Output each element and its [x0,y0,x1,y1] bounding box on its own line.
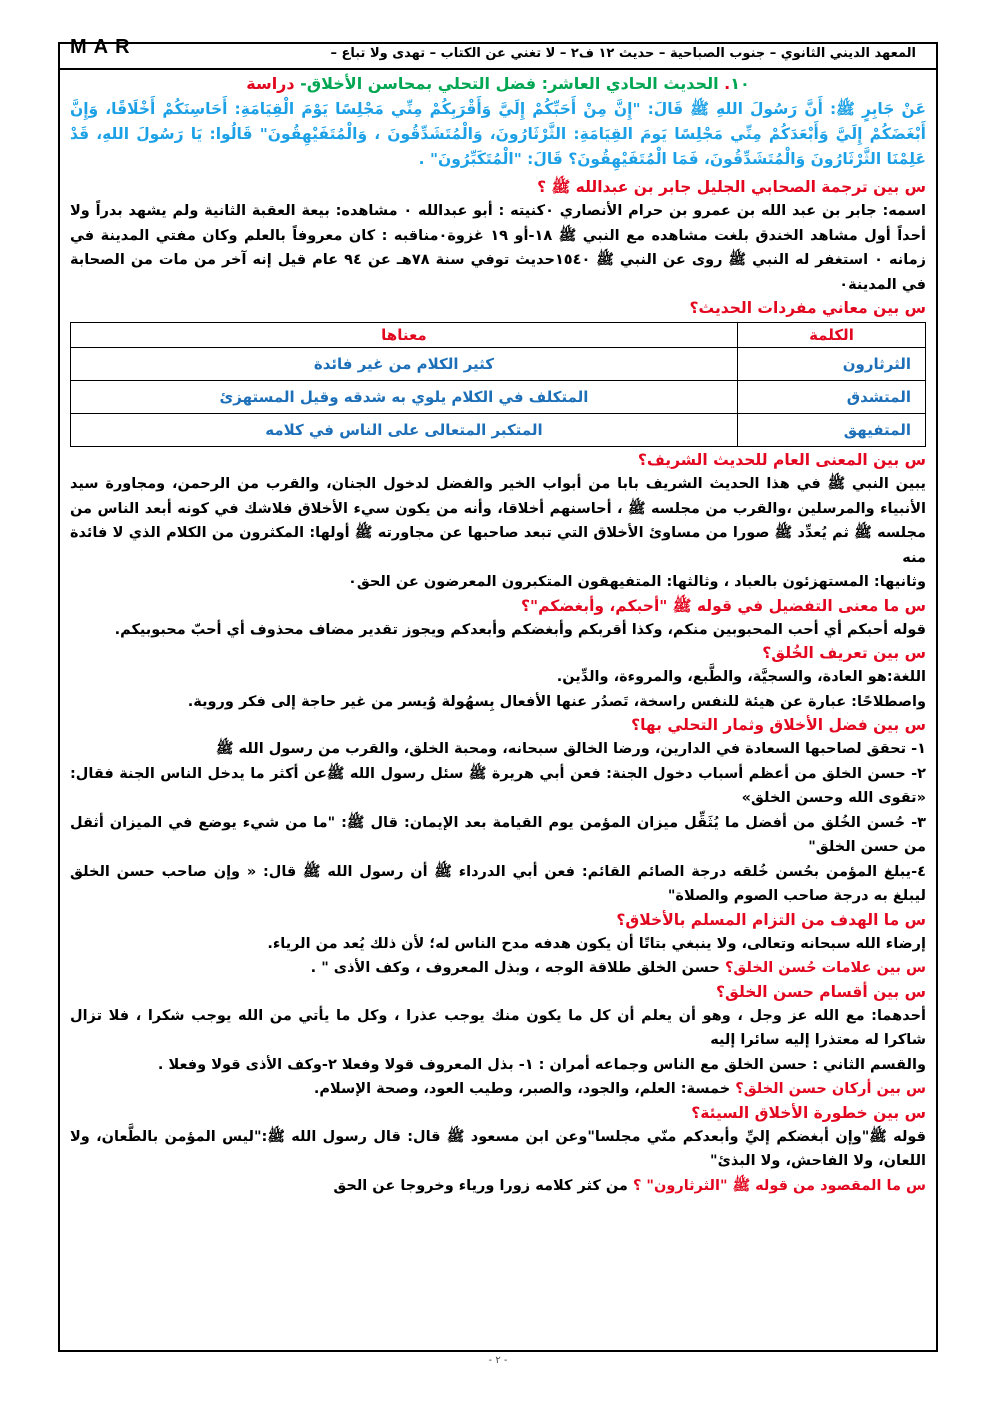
vocab-meaning: كثير الكلام من غير فائدة [71,348,738,381]
question-7: س ما الهدف من التزام المسلم بالأخلاق؟ [616,910,926,929]
vocab-word: المتشدق [737,381,925,414]
answer-6d: ٤-يبلغ المؤمن بحُسن خُلقه درجة الصائم القائم: فعن أبي الدرداء ﷺ أن رسول الله ﷺ قال: « وإن صاحب حسن الخلق ليبلغ به درجة صاحب الصوم والصلاة" [70,863,926,904]
answer-5a: اللغة:هو العادة، والسجيَّة، والطَّبع، والمروءة، والدِّين. [556,669,926,685]
answer-6b: ٢- حسن الخلق من أعظم أسباب دخول الجنة: فعن أبي هريرة ﷺ سئل رسول الله ﷺعن أكثر ما يدخل الناس الجنة فقال: «تقوى الله وحسن الخلق» [70,765,926,806]
answer-3a: يبين النبي ﷺ في هذا الحديث الشريف بابا من أبواب الخير والفضل لدخول الجنان، والقرب من الرحمن، ومجاورة سيد الأنبياء والمرسلين ،والقرب من مجلسه ﷺ ، أحاسنهم أخلاقا، وأنه من يكون سيء الأخلاق فلاشك في كونه أبعد الناس من مجلسه ﷺ ثم يُعدِّد ﷺ صورا من مساوئ الأخلاق التي تبعد صاحبها عن مجاورته ﷺ أولها: المكثرون من الكلام الذي لا فائدة منه [70,476,926,566]
vocab-table [70,322,926,447]
answer-6a: ١- تحقق لصاحبها السعادة في الدارين، ورضا الخالق سبحانه، ومحبة الخلق، والقرب من رسول الله ﷺ [215,741,926,757]
document-page [58,36,938,1366]
answer-11: قوله ﷺ"وإن أبغضكم إليِّ وأبعدكم منّي مجلسا"وعن ابن مسعود ﷺ قال: قال رسول الله ﷺ:"ليس المؤمن بالطَّعان، ولا اللعان، ولا الفاحش، ولا البذئ" [70,1128,926,1169]
answer-1: اسمه: جابر بن عبد الله بن عمرو بن حرام الأنصاري ٠كنيته : أبو عبدالله ٠ مشاهده: بيعة العقبة الثانية ولم يشهد بدراً ولا أحداً أول مشاهد الخندق بلغت مشاهده مع النبي ﷺ ١٨-أو ١٩ غزوة٠مناقبه : كان معروفاً بالعلم وكان مفتي المدينة في زمانه ٠ استغفر له النبي ﷺ روى عن النبي ﷺ ١٥٤٠حديث توفي سنة ٧٨هـ عن ٩٤ عام قيل إنه آخر من مات من الصحابة في المدينة٠ [70,203,927,293]
answer-10: خمسة: العلم، والجود، والصبر، وطيب العود، وصحة الإسلام. [313,1081,731,1097]
answer-8: حسن الخلق طلاقة الوجه ، وبذل المعروف ، وكف الأذى " . [310,960,720,976]
qa-12 [70,1174,926,1199]
answer-3b: وثانيها: المستهزئون بالعباد ، وثالثها: المتفيهقون المتكبرون المعرضون عن الحق٠ [347,574,926,590]
question-4: س ما معنى التفضيل في قوله ﷺ "أحبكم، وأبغضكم"؟ [521,596,926,615]
question-1: س بين ترجمة الصحابي الجليل جابر بن عبدالله ﷺ ؟ [537,178,926,196]
lesson-title-suffix: دراسة [246,74,295,93]
vocab-word: الثرثارون [737,348,925,381]
question-2: س بين معاني مفردات الحديث؟ [689,299,926,317]
question-12: س ما المقصود من قوله ﷺ "الثرثارون" ؟ [632,1177,926,1194]
question-3: س بين المعنى العام للحديث الشريف؟ [637,451,926,469]
header-bar [60,36,936,70]
vocab-meaning: المتكبر المتعالى على الناس في كلامه [71,414,738,447]
answer-7: إرضاء الله سبحانه وتعالى، ولا ينبغي بتاتًا أن يكون هدفه مدح الناس له؛ لأن ذلك يُعد من الرياء. [267,935,926,952]
answer-4: قوله أحبكم أي أحب المحبوبين منكم، وكذا أقربكم وأبغضكم وأبعدكم ويجوز تقدير مضاف محذوف أي أحبّ محبوبيكم. [114,621,926,638]
qa-8 [70,956,926,981]
hadith-text: عَنْ جَابِرٍ ﷺ: أَنَّ رَسُولَ اللهِ ﷺ قَالَ: "إِنَّ مِنْ أَحَبِّكُمْ إِلَيَّ وَأَقْرَبِكُمْ مِنِّي مَجْلِسًا يَوْمَ الْقِيَامَةِ: أَحَاسِنَكُمْ أَخْلَاقًا، وَإِنَّ أَبْغَضَكُمْ إِلَيَّ وَأَبْعَدَكُمْ مِنِّي مَجْلِسًا يَومَ القِيَامَةِ: الثَّرْثَارُونَ، وَالْمُتَشَدِّقُونَ ، وَالْمُتَفَيْهِقُونَ" قَالُوا: يَا رَسُولَ اللهِ، قَدْ عَلِمْنَا الثَّرْثَارُونَ وَالْمُتَشَدِّقُونَ، فَمَا الْمُتَفَيْهِقُونَ؟ قَالَ: "الْمُتَكَبِّرُونَ" . [70,100,926,168]
answer-9b: والقسم الثاني : حسن الخلق مع الناس وجماعه أمران : ١- بذل المعروف قولا وفعلا ٢-وكف الأذى قولا وفعلا . [157,1056,926,1073]
lesson-title: ١٠. الحديث الحادي العاشر: فضل التحلي بمحاسن الأخلاق- دراسة [246,74,750,93]
page-number: - ٢ - [488,1355,508,1366]
lesson-title-main: الحديث الحادي العاشر: فضل التحلي بمحاسن الأخلاق- [300,74,719,93]
answer-9a: أحدهما: مع الله عز وجل ، وهو أن يعلم أن كل ما يكون منك يوجب عذرا ، وكل ما يأتي من الله يوجب شكرا ، فلا تزال شاكرا له معتذرا إليه سائرا إليه [70,1007,926,1048]
question-6: س بين فضل الأخلاق وثمار التحلي بها؟ [631,716,926,734]
answer-12: من كثر كلامه زورا ورياء وخروجا عن الحق [333,1177,628,1194]
vocab-header-row [71,323,926,348]
vocab-header-word: الكلمة [737,323,925,348]
lesson-number: ١٠ [730,74,750,93]
question-10: س بين أركان حسن الخلق؟ [735,1081,926,1097]
vocab-meaning: المتكلف في الكلام يلوي به شدقه وقيل المستهزئ [71,381,738,414]
answer-6c: ٣- حُسن الخُلق من أفضل ما يُثَقِّل ميزان المؤمن يوم القيامة بعد الإيمان: قال ﷺ: "ما من شيء يوضع في الميزان أثقل من حسن الخلق" [70,814,926,855]
qa-10 [70,1077,926,1102]
document-content [70,72,926,1198]
question-11: س بين خطورة الأخلاق السيئة؟ [691,1103,926,1122]
question-8: س بين علامات حُسن الخلق؟ [724,960,926,976]
header-text: المعهد الديني الثانوي – جنوب الصباحية – حديث ١٢ ف٢ – لا تغني عن الكتاب – تهدى ولا تباع – [330,46,916,61]
vocab-header-meaning: معناها [71,323,738,348]
table-row [71,414,926,447]
table-row [71,381,926,414]
question-5: س بين تعريف الخُلق؟ [762,644,926,662]
question-9: س بين أقسام حسن الخلق؟ [716,982,926,1001]
brand-logo: MAR [70,36,137,58]
answer-5b: واصطلاحًا: عبارة عن هيئة للنفس راسخة، تَصدُر عنها الأفعال بِسهُولة وُيسر من غير حاجة إلى فكر وروية. [187,693,926,710]
table-row [71,348,926,381]
vocab-word: المتفيهق [737,414,925,447]
